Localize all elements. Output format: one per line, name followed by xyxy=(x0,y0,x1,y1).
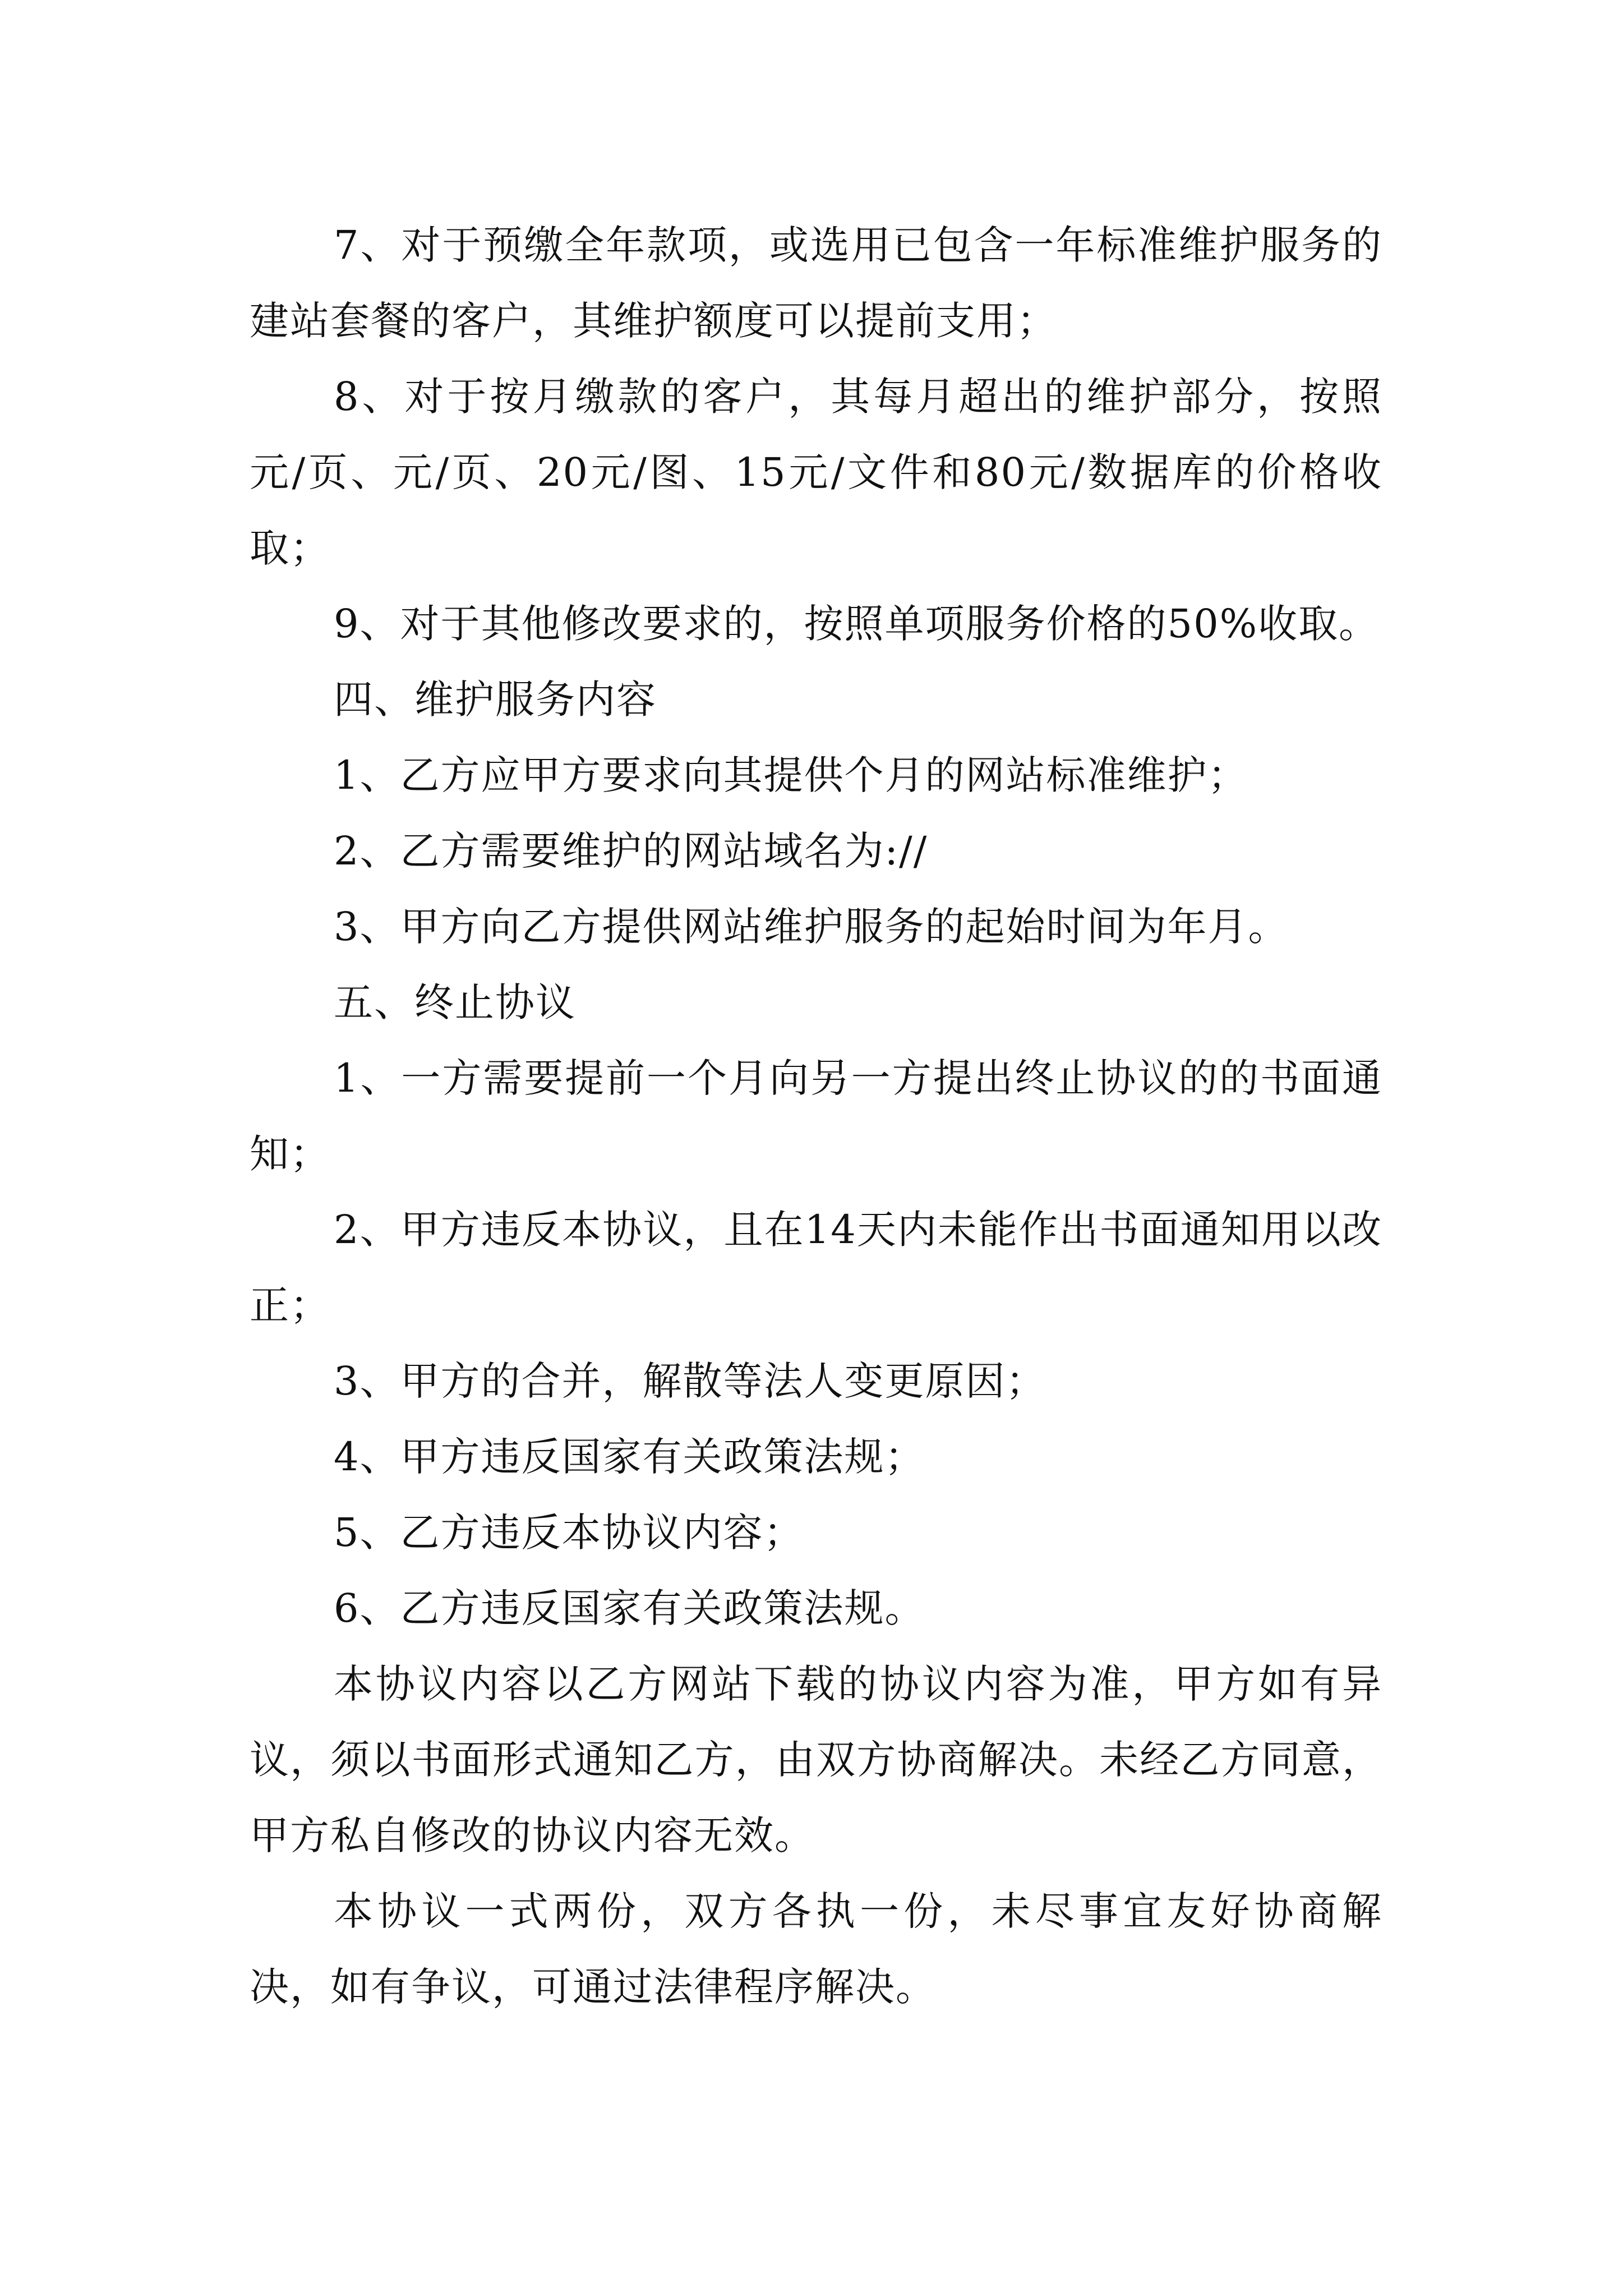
section-heading-termination: 五、终止协议 xyxy=(334,979,576,1025)
termination-item-3: 3、甲方的合并，解散等法人变更原因； xyxy=(334,1358,1046,1404)
document-body xyxy=(250,208,1382,2025)
termination-item-2: 2、甲方违反本协议，且在14天内未能作出书面通知用以改正； xyxy=(250,1207,1382,1328)
termination-item-1: 1、一方需要提前一个月向另一方提出终止协议的的书面通知； xyxy=(250,1055,1382,1177)
agreement-copies-paragraph: 本协议一式两份，双方各执一份，未尽事宜友好协商解决，如有争议，可通过法律程序解决。 xyxy=(250,1888,1382,2010)
termination-item-5: 5、乙方违反本协议内容； xyxy=(334,1510,804,1556)
maintenance-item-3-start-time: 3、甲方向乙方提供网站维护服务的起始时间为年月。 xyxy=(334,904,1289,950)
clause-8-monthly-overage-pricing: 8、对于按月缴款的客户，其每月超出的维护部分，按照元/页、元/页、20元/图、15元/文件和80元/数据库的价格收取； xyxy=(250,374,1382,571)
maintenance-item-1: 1、乙方应甲方要求向其提供个月的网站标准维护； xyxy=(334,752,1248,798)
termination-item-4: 4、甲方违反国家有关政策法规； xyxy=(334,1434,925,1480)
clause-9-other-modifications: 9、对于其他修改要求的，按照单项服务价格的50%收取。 xyxy=(334,601,1380,647)
clause-7-prepaid-maintenance: 7、对于预缴全年款项，或选用已包含一年标准维护服务的建站套餐的客户，其维护额度可以提前支用； xyxy=(250,222,1382,344)
termination-item-6: 6、乙方违反国家有关政策法规。 xyxy=(334,1585,925,1631)
maintenance-item-2-domain: 2、乙方需要维护的网站域名为:// xyxy=(334,828,928,874)
agreement-validity-paragraph: 本协议内容以乙方网站下载的协议内容为准，甲方如有异议，须以书面形式通知乙方，由双方协商解决。未经乙方同意，甲方私自修改的协议内容无效。 xyxy=(250,1661,1382,1858)
section-heading-maintenance-content: 四、维护服务内容 xyxy=(334,677,657,723)
